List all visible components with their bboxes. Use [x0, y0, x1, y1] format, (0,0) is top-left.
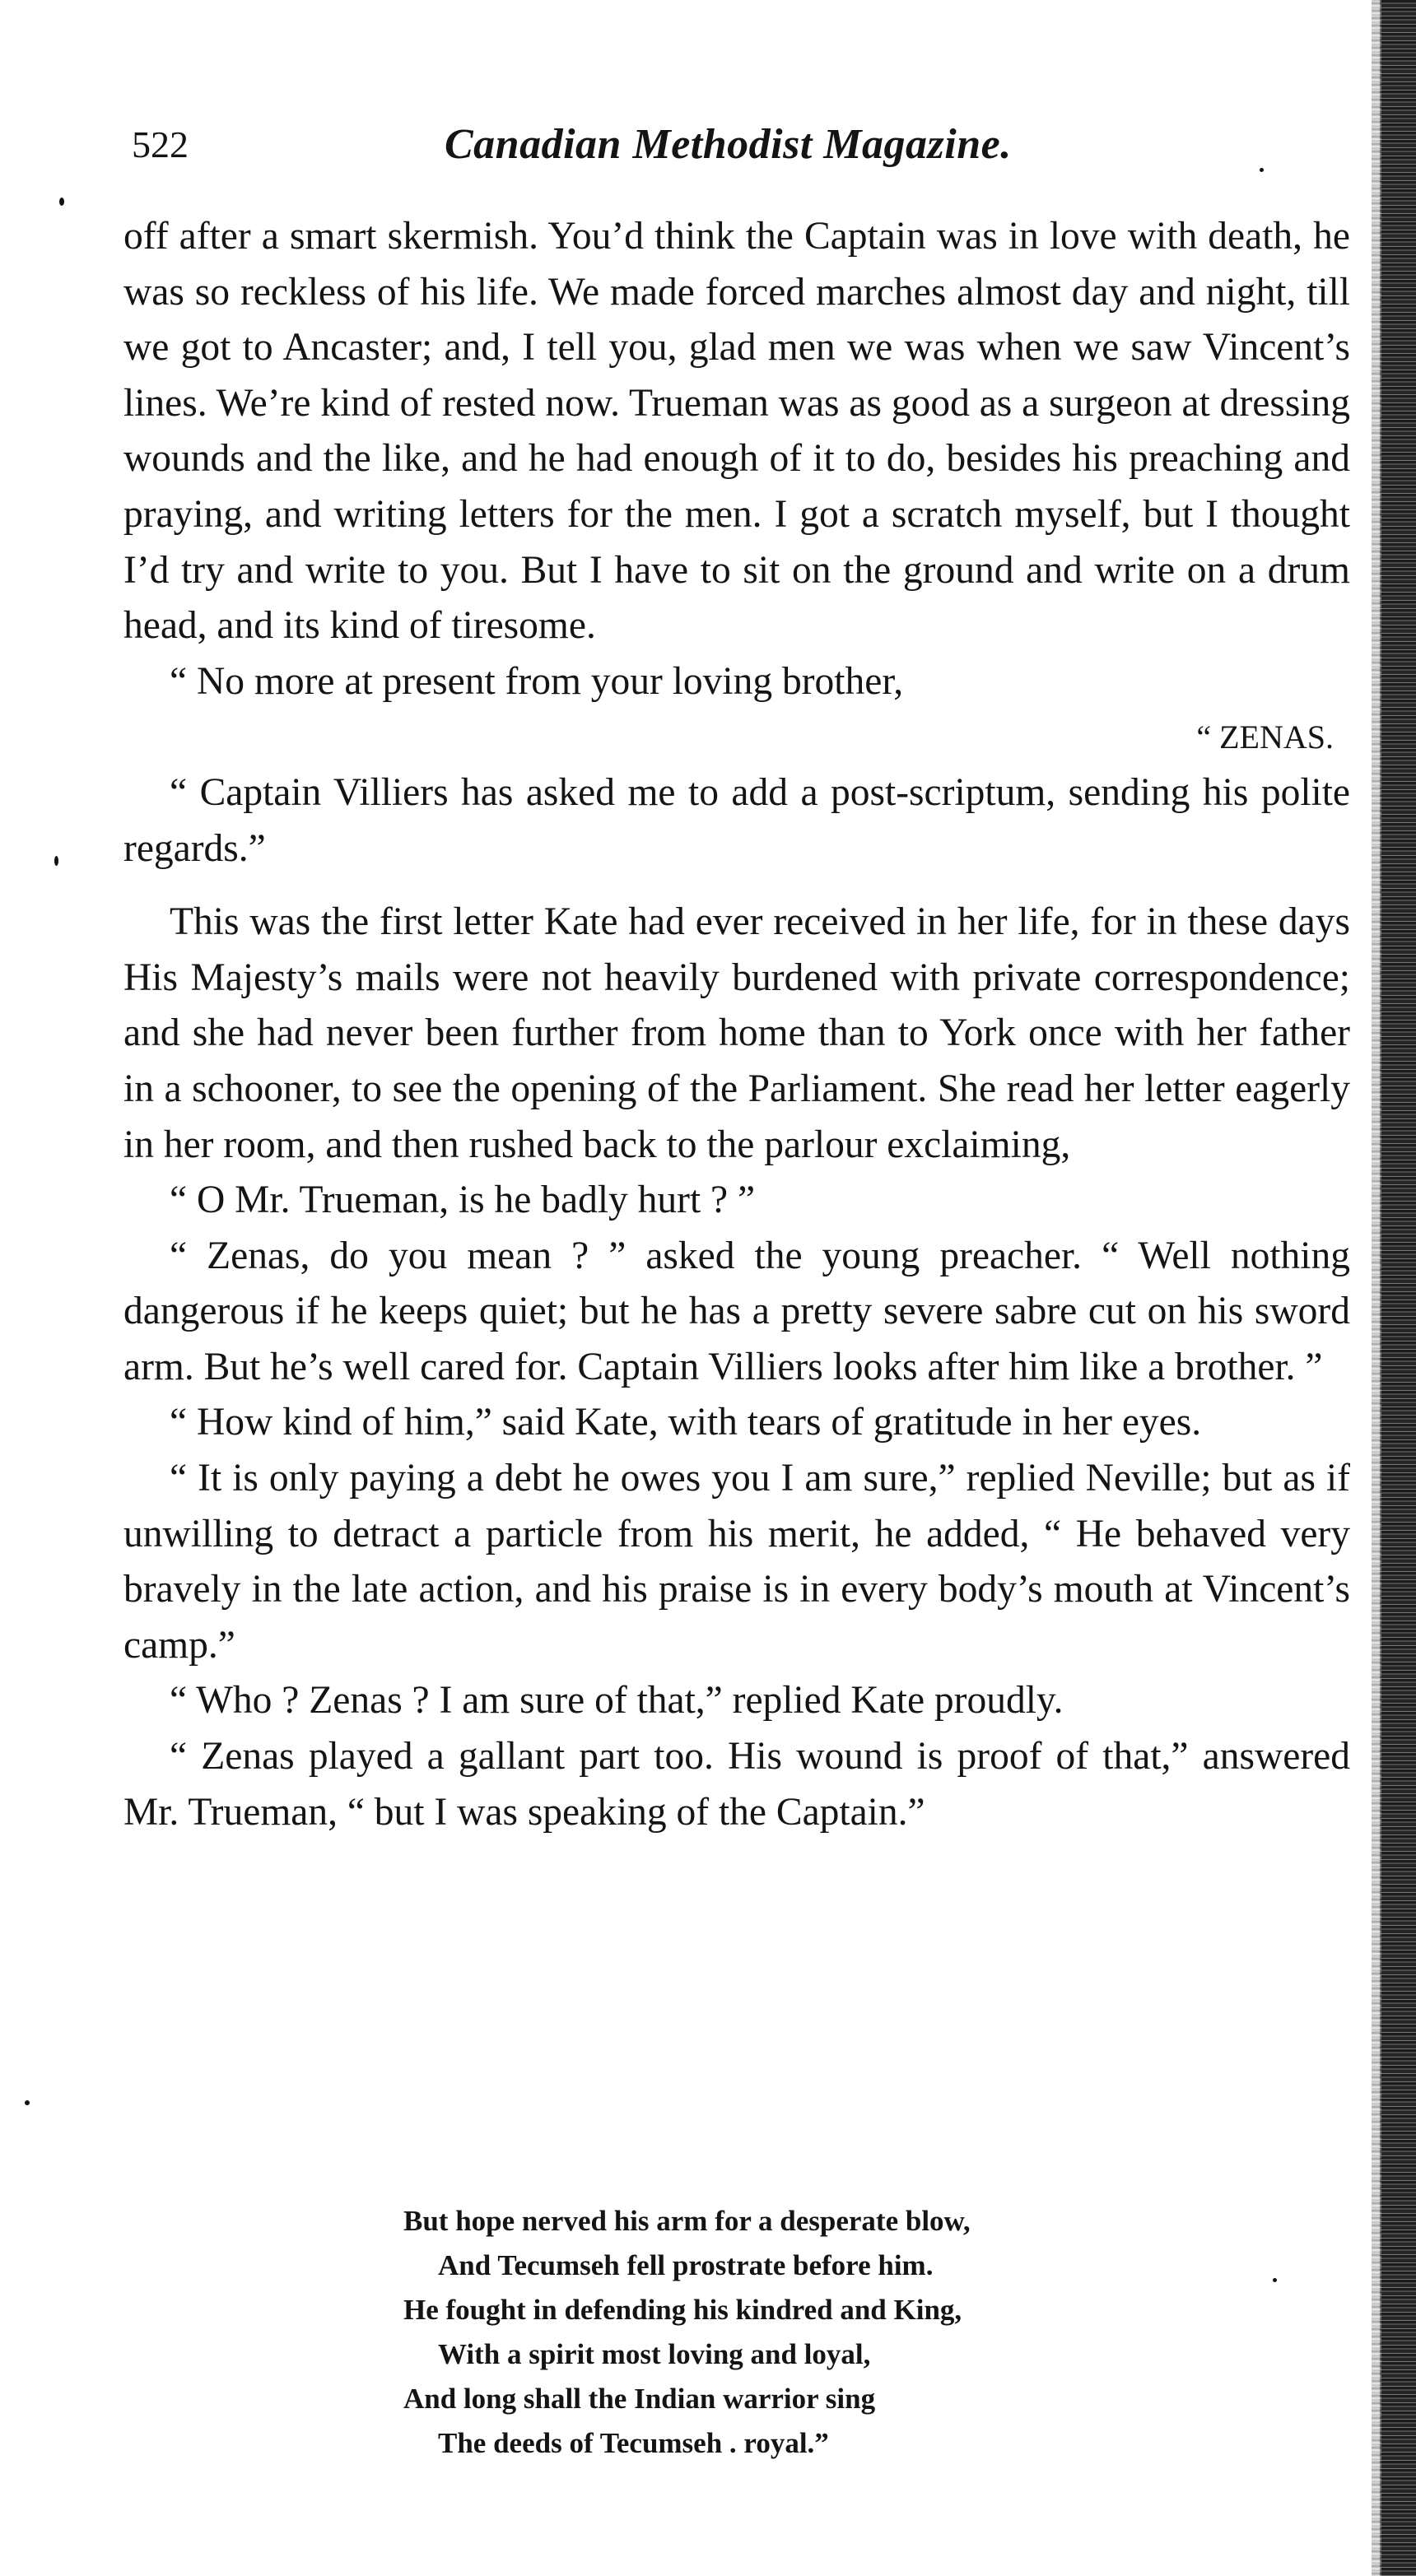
letter-closing: “ No more at present from your loving brother,	[170, 659, 904, 703]
scan-speck	[54, 856, 58, 866]
body-text	[123, 209, 1350, 1840]
scanned-page-edge	[1380, 0, 1416, 2576]
letter-signature: “ ZENAS.	[1196, 718, 1334, 756]
poem-line: And Tecumseh fell prostrate before him.	[438, 2249, 934, 2281]
scan-speck	[1273, 2278, 1277, 2282]
scan-speck	[25, 2100, 30, 2105]
letter-paragraph: off after a smart skermish. You’d think the Captain was in love with death, he was so reckless of his life. We made forced marches almost day and night, till we got to Ancaster; and, I tell you, glad men we was when we saw Vincent’s lines. We’re kind of rested now. Trueman was as good as a surgeon at dressing wounds and the like, and he had enough of it to do, besides his preaching and praying, and writing letters for the men. I got a scratch myself, but I thought I’d try and write to you. But I have to sit on the ground and write on a drum head, and its kind of tiresome.	[123, 215, 1350, 648]
running-title: Canadian Methodist Magazine.	[445, 121, 1012, 168]
scan-speck	[1260, 168, 1264, 172]
letter-postscript: “ Captain Villiers has asked me to add a post-scriptum, sending his polite regards.”	[123, 770, 1350, 870]
poem-line: With a spirit most loving and loyal,	[438, 2338, 871, 2370]
page-header	[132, 115, 1350, 174]
dialogue-paragraph: “ O Mr. Trueman, is he badly hurt ? ”	[170, 1179, 756, 1222]
poem-stanza	[403, 2199, 1210, 2466]
narrative-paragraph: This was the first letter Kate had ever received in her life, for in these days His Majesty’s mails were not heavily burdened with private correspondence; and she had never been further from home than to York once with her father in a schooner, to see the opening of the Parliament. She read her letter eagerly in her room, and then rushed back to the parlour exclaiming,	[123, 900, 1350, 1166]
dialogue-paragraph: “ Who ? Zenas ? I am sure of that,” replied Kate proudly.	[170, 1679, 1064, 1723]
dialogue-paragraph: “ How kind of him,” said Kate, with tears of gratitude in her eyes.	[170, 1401, 1202, 1444]
dialogue-paragraph: “ Zenas, do you mean ? ” asked the young preacher. “ Well nothing dangerous if he keeps quiet; but he has a pretty severe sabre cut on his sword arm. But he’s well cared for. Captain Villiers looks after him like a brother. ”	[123, 1234, 1350, 1388]
poem-line: And long shall the Indian warrior sing	[403, 2383, 876, 2415]
poem-line: But hope nerved his arm for a desperate blow,	[403, 2205, 971, 2237]
poem-line: The deeds of Tecumseh . royal.”	[438, 2427, 829, 2459]
poem-line: He fought in defending his kindred and King,	[403, 2294, 962, 2326]
dialogue-paragraph: “ It is only paying a debt he owes you I am sure,” replied Neville; but as if unwilling to detract a particle from his merit, he added, “ He behaved very bravely in the late action, and his praise is in every body’s mouth at Vincent’s camp.”	[123, 1457, 1350, 1667]
dialogue-paragraph: “ Zenas played a gallant part too. His wound is proof of that,” answered Mr. Trueman, “ but I was speaking of the Captain.”	[123, 1735, 1350, 1834]
page-number: 522	[132, 123, 189, 165]
scan-speck	[59, 198, 64, 206]
